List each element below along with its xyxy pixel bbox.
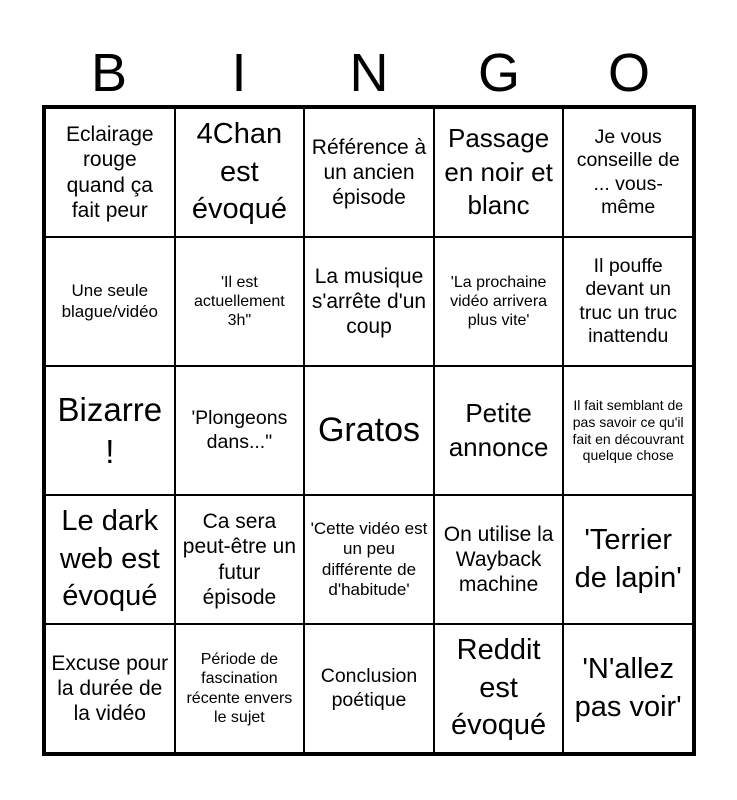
bingo-cell[interactable] xyxy=(304,624,434,753)
cell-text: Bizarre ! xyxy=(57,391,163,470)
bingo-cell[interactable] xyxy=(45,624,175,753)
free-space-cell[interactable] xyxy=(304,366,434,495)
bingo-cell[interactable] xyxy=(45,108,175,237)
bingo-cell[interactable] xyxy=(175,108,305,237)
bingo-cell[interactable] xyxy=(563,237,693,366)
bingo-cell[interactable] xyxy=(175,624,305,753)
cell-text: 'Cette vidéo est un peu différente de d'habitude' xyxy=(310,518,428,599)
cell-text: Reddit est évoqué xyxy=(451,633,547,742)
header-letter-o: O xyxy=(607,43,650,103)
cell-text: 'Terrier de lapin' xyxy=(574,523,682,594)
header-letter-i: I xyxy=(231,43,247,103)
bingo-cell[interactable] xyxy=(175,366,305,495)
cell-text: Une seule blague/vidéo xyxy=(61,281,158,321)
cell-text: 'La prochaine vidéo arrivera plus vite' xyxy=(450,273,548,330)
bingo-cell[interactable] xyxy=(563,108,693,237)
bingo-cell[interactable] xyxy=(434,237,564,366)
cell-text: Excuse pour la durée de la vidéo xyxy=(51,651,169,726)
bingo-cell[interactable] xyxy=(175,495,305,624)
header-letter-g: G xyxy=(477,43,520,103)
cell-text: Passage en noir et blanc xyxy=(444,122,553,221)
cell-text: Petite annonce xyxy=(448,397,549,462)
cell-text: Gratos xyxy=(317,411,421,450)
cell-text: 'Plongeons dans..." xyxy=(191,407,288,453)
bingo-cell[interactable] xyxy=(45,237,175,366)
bingo-cell[interactable] xyxy=(45,495,175,624)
cell-text: Eclairage rouge quand ça fait peur xyxy=(66,123,154,222)
bingo-cell[interactable] xyxy=(563,624,693,753)
bingo-cell[interactable] xyxy=(434,108,564,237)
bingo-cell[interactable] xyxy=(563,366,693,495)
bingo-cell[interactable] xyxy=(434,495,564,624)
cell-text: Période de fascination récente envers le sujet xyxy=(186,651,293,726)
cell-text: 'N'allez pas voir' xyxy=(574,652,682,723)
bingo-cell[interactable] xyxy=(304,495,434,624)
cell-text: On utilise la Wayback machine xyxy=(443,522,554,597)
bingo-cell[interactable] xyxy=(434,366,564,495)
cell-text: La musique s'arrête d'un coup xyxy=(311,264,427,339)
header-letter-b: B xyxy=(90,43,128,103)
cell-text: Je vous conseille de ... vous-même xyxy=(576,125,680,218)
cell-text: 4Chan est évoqué xyxy=(191,117,287,226)
bingo-cell[interactable] xyxy=(304,237,434,366)
bingo-cell[interactable] xyxy=(175,237,305,366)
bingo-cell[interactable] xyxy=(434,624,564,753)
bingo-cell[interactable] xyxy=(304,108,434,237)
cell-text: Il pouffe devant un truc un truc inattendu xyxy=(579,254,677,347)
bingo-grid xyxy=(42,105,696,756)
cell-text: 'Il est actuellement 3h" xyxy=(194,273,285,330)
cell-text: Conclusion poétique xyxy=(320,665,418,711)
cell-text: Référence à un ancien épisode xyxy=(311,135,427,210)
bingo-header xyxy=(44,40,694,106)
cell-text: Ca sera peut-être un futur épisode xyxy=(182,510,297,609)
bingo-cell[interactable] xyxy=(45,366,175,495)
header-letter-n: N xyxy=(349,43,389,103)
bingo-cell[interactable] xyxy=(563,495,693,624)
cell-text: Il fait semblant de pas savoir ce qu'il fait en découvrant quelque chose xyxy=(572,396,684,464)
cell-text: Le dark web est évoqué xyxy=(59,504,160,613)
